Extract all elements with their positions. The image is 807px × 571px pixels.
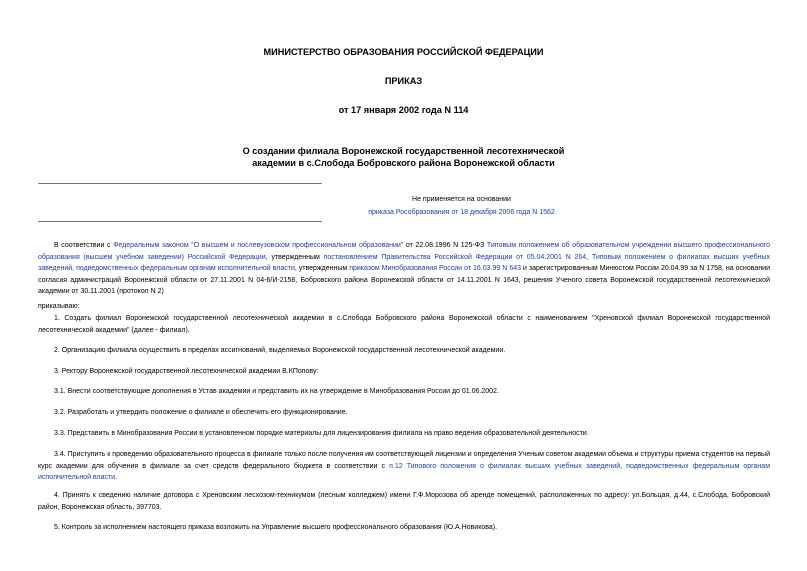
preamble-text: , утвержденным <box>265 253 324 261</box>
typical-regulation-link[interactable]: Типовым положением об образовательном учреждении высшего профессионального образования (высшем учебном заведении) Российской Федерации <box>38 242 771 261</box>
document-title <box>150 145 657 169</box>
item-3-2: 3.2. Разработать и утвердить положение о филиале и обеспечить его функционирование. <box>54 409 348 416</box>
preamble-paragraph <box>38 240 770 298</box>
preamble-text: , <box>586 253 592 261</box>
preamble-text: от 22.08.1996 N 125-ФЗ <box>403 242 487 249</box>
item-3-1: 3.1. Внести соответствующие дополнения в Устав академии и представить их на утверждение в Минобразования России до 01.06.2002. <box>54 388 499 395</box>
item-3: 3. Ректору Воронежской государственной лесотехнической академии В.КПопову: <box>54 368 319 375</box>
item-2: 2. Организацию филиала осуществить в пределах ассигнований, выделяемых Воронежской государственной лесотехнической академии. <box>54 347 506 354</box>
item-3-4 <box>38 449 770 484</box>
divider-bottom <box>38 221 322 222</box>
item-3-4-link[interactable]: п.12 Типового положения о филиалах высших учебных заведений, подведомственных федеральным органам исполнительной власти <box>38 462 771 481</box>
ministry-heading: МИНИСТЕРСТВО ОБРАЗОВАНИЯ РОССИЙСКОЙ ФЕДЕРАЦИИ <box>263 47 544 57</box>
status-note-link[interactable]: приказа Рособразования от 18 декабря 2006 года N 1562 <box>368 209 555 216</box>
doc-type-heading: ПРИКАЗ <box>384 76 423 86</box>
title-line-2: академии в с.Слобода Бобровского района Воронежской области <box>252 158 555 168</box>
preamble-text: В соответствии с <box>54 242 114 249</box>
federal-law-link[interactable]: Федеральным законом "О высшем и послевузовском профессиональном образовании" <box>113 242 404 249</box>
orders-word: приказываю: <box>38 303 80 310</box>
date-number-heading: от 17 января 2002 года N 114 <box>338 105 469 115</box>
preamble-text: , утвержденным <box>294 265 350 272</box>
title-line-1: О создании филиала Воронежской государственной лесотехнической <box>242 146 565 156</box>
item-3-3: 3.3. Представить в Минобразования России в установленном порядке материалы для лицензирования филиала на право ведения образовательной деятельности. <box>54 430 589 437</box>
item-1: 1. Создать филиал Воронежской государственной лесотехнической академии в с.Слобода Бобровского района Воронежской области с наименованием "Хреновской филиал Воронежской государственной лесотехнической академии" (далее - филиал). <box>38 315 770 334</box>
item-5: 5. Контроль за исполнением настоящего приказа возложить на Управление высшего профессионального образования (Ю.А.Новикова). <box>54 524 498 531</box>
ministry-order-link[interactable]: приказом Минобразования России от 16.03.99 N 643 <box>349 265 522 272</box>
item-3-4-end: . <box>115 474 118 481</box>
item-4: 4. Принять к сведению наличие договора с Хреновским лесхозом-техникумом (лесным колледжем) имени Г.Ф.Морозова об аренде помещений, расположенных по адресу: ул.Больцая, д.44, с.Слобода, Бобровский район, Воронежская область, 397703. <box>38 492 770 511</box>
government-decree-link[interactable]: постановлением Правительства Российской Федерации от 05.04.2001 N 264 <box>323 253 587 261</box>
divider-top <box>38 183 322 184</box>
preamble-text: и зарегистрированным Минюстом России 20.04.99 за N 1758, на основании согласия администраций Воронежской области от 27.11.2001 N 04-6/И-2158, Бобровского района Воронежской области от 14.11.2001 N 1643, решения Ученого совета Воронежской государственной лесотехнической академии от 30.11.2001 (протокол N 2) <box>38 265 771 295</box>
status-note <box>270 193 653 219</box>
item-3-4-text: 3.4. Приступить к проведению образовательного процесса в филиале только после получения им соответствующей лицензии и определения Ученым советом академии объема и структуры приема студентов на первый курс академии для обучения в филиале за счет средств федерального бюджета в соответствии с <box>38 451 770 470</box>
branches-regulation-link[interactable]: Типовым положением о филиалах высших учебных заведений, подведомственных федеральным органам исполнительной власти <box>38 253 771 272</box>
status-note-text: Не применяется на основании <box>412 196 511 203</box>
